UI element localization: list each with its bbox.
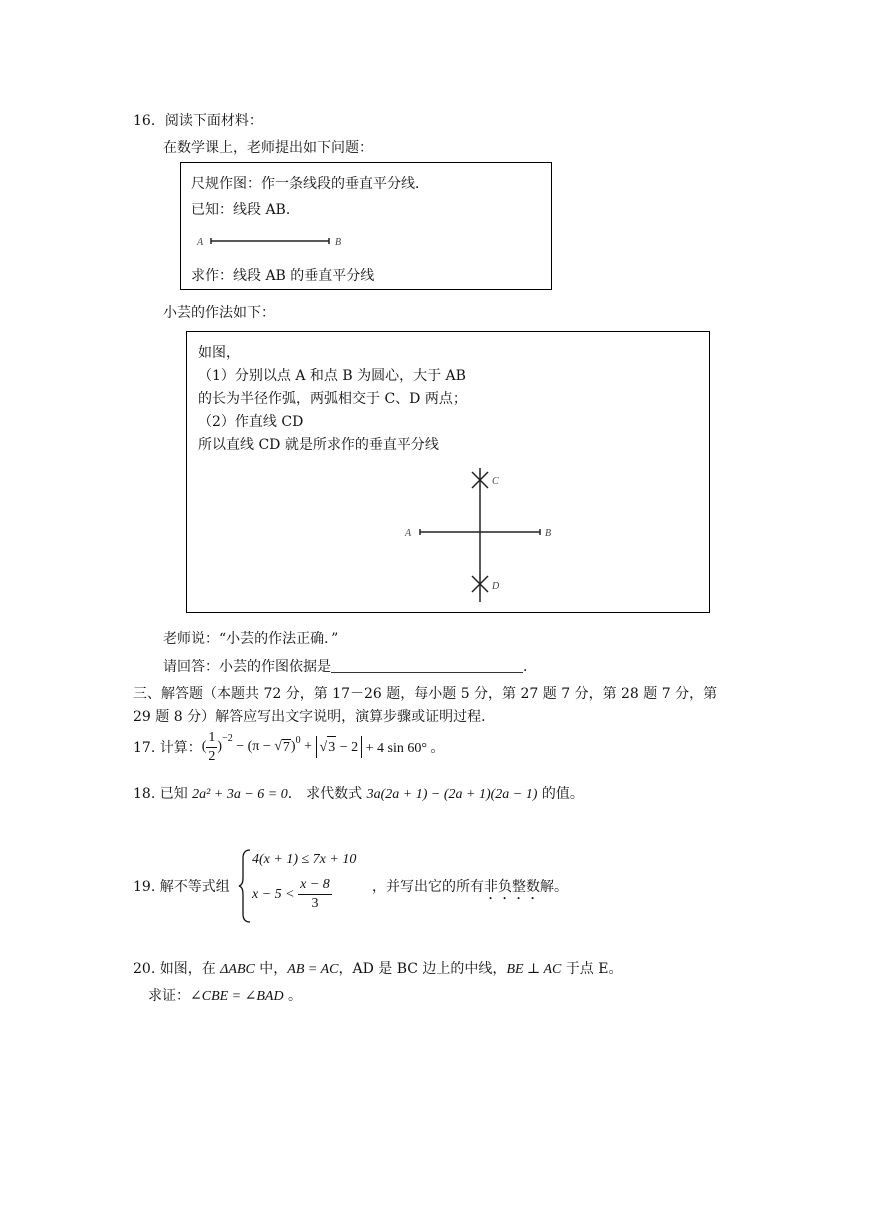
method-line-3: 的长为半径作弧，两弧相交于 C、D 两点； <box>198 391 467 407</box>
q20-tail: 于点 E。 <box>561 961 623 977</box>
system-brace <box>238 848 252 924</box>
q20-mid1: 中， <box>254 961 288 977</box>
q16-question-text: 请回答：小芸的作图依据是 <box>163 659 331 675</box>
q20-mid2: ，AD 是 BC 边上的中线， <box>338 961 507 977</box>
problem-line-2: 已知：线段 AB． <box>191 202 300 218</box>
q18-prefix: 18. 已知 <box>133 786 193 802</box>
method-line-5: 所以直线 CD 就是所求作的垂直平分线 <box>198 437 439 453</box>
q20-proof-prefix: 求证： <box>148 988 190 1004</box>
q17-sqrt3: 3 <box>327 736 336 759</box>
q19-tail-c: 解。 <box>540 879 568 895</box>
q16-question-end: ． <box>523 659 537 675</box>
q17-part2: − (π − <box>232 739 275 754</box>
method-intro: 小芸的作法如下： <box>163 305 275 321</box>
q19-inequality-1: 4(x + 1) ≤ 7x + 10 <box>252 852 357 867</box>
q20-proof-tail: 。 <box>283 988 303 1004</box>
q17-exponent: −2 <box>222 733 233 744</box>
method-line-2: （1）分别以点 A 和点 B 为圆心，大于 AB <box>198 368 466 384</box>
q17-exp0: 0 <box>295 735 301 746</box>
q19-tail <box>372 876 568 903</box>
q20-triangle: ΔABC <box>220 962 255 977</box>
q19-fraction: $\frac{x - 8}{3}$ <box>300 877 330 911</box>
q18-expression: 3a(2a + 1) − (2a + 1)(2a − 1) <box>366 787 538 802</box>
label-d: D <box>492 581 500 592</box>
q20-prefix: 20. 如图，在 <box>133 961 221 977</box>
label-b: B <box>335 237 342 248</box>
section3-line-2: 29 题 8 分）解答应写出文字说明，演算步骤或证明过程． <box>133 709 496 725</box>
problem-box <box>180 162 552 290</box>
label-b: B <box>545 528 552 539</box>
label-a: A <box>405 528 412 539</box>
q19-emphasis: 非负整数 <box>484 879 540 895</box>
q16-intro: 在数学课上，老师提出如下问题： <box>163 140 373 156</box>
q18 <box>133 783 584 803</box>
q17-prefix: 17. 计算： <box>133 740 202 756</box>
q18-tail: 的值。 <box>537 786 584 802</box>
q16-title: 16．阅读下面材料： <box>133 113 263 129</box>
q17-fraction: $\frac{1}{2}$ <box>208 729 216 764</box>
q18-equation: 2a² + 3a − 6 = 0 <box>192 787 288 802</box>
q19-ineq2-left: x − 5 < <box>252 886 299 902</box>
q17-abs-value: √3 − 2 <box>316 736 363 758</box>
label-a: A <box>197 237 204 248</box>
q20 <box>133 958 622 978</box>
q18-mid: ． 求代数式 <box>287 786 367 802</box>
q17-minus2: − 2 <box>336 740 359 755</box>
method-line-4: （2）作直线 CD <box>198 414 304 430</box>
segment-ab-figure <box>195 233 355 251</box>
section3-line-1: 三、解答题（本题共 72 分，第 17－26 题，每小题 5 分，第 27 题 7 分，第 28 题 7 分，第 <box>133 686 718 702</box>
method-box <box>186 331 710 613</box>
perpendicular-bisector-figure <box>403 462 553 608</box>
q17-tail: + 4 sin 60° 。 <box>362 741 445 756</box>
q17-plus: + <box>300 739 316 754</box>
q16-question <box>163 656 537 676</box>
q20-proof-statement: ∠CBE = ∠BAD <box>190 989 284 1004</box>
teacher-comment: 老师说：“小芸的作法正确．” <box>163 631 339 647</box>
q17: 17. 计算： ( $\frac{1}{2}$ ) $^{-2}$ − (π − √ 7 ) $^0$ + √3 − 2 + 4 sin 60° 。 <box>133 729 445 764</box>
q20-proof <box>148 985 302 1005</box>
problem-line-1: 尺规作图：作一条线段的垂直平分线． <box>191 176 429 192</box>
answer-blank[interactable] <box>331 660 523 673</box>
label-c: C <box>492 476 499 487</box>
q20-equal: AB = AC <box>287 962 339 977</box>
problem-line-3: 求作：线段 AB 的垂直平分线 <box>191 268 375 284</box>
q19-inequality-2 <box>252 878 332 911</box>
method-line-1: 如图， <box>198 345 240 361</box>
q19-tail-a: ，并写出它的所有 <box>372 879 484 895</box>
q17-sqrt7: 7 <box>282 739 290 755</box>
q19-prefix: 19. 解不等式组 <box>133 879 230 895</box>
q20-perpendicular: BE ⊥ AC <box>506 962 562 977</box>
